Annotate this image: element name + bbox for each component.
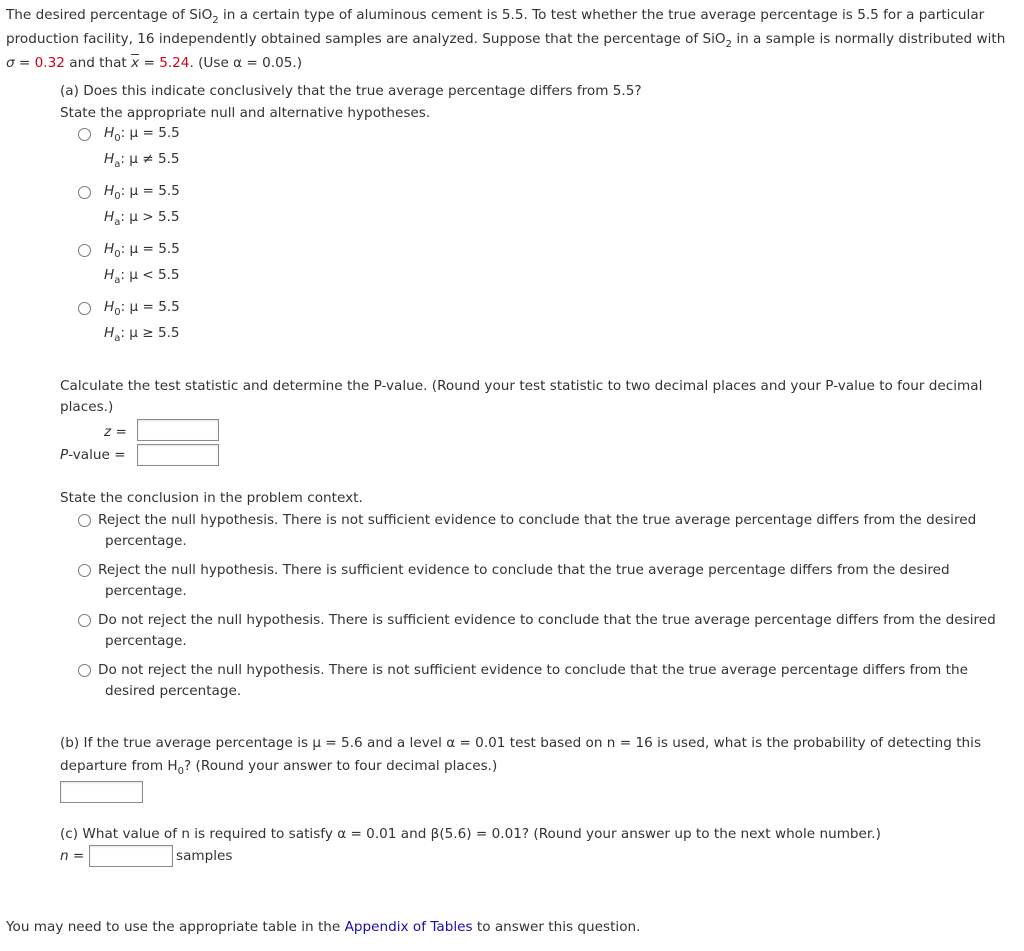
- conclusion-radio-4[interactable]: [78, 664, 91, 677]
- ha-line: $H_a$: μ < 5.5: [104, 267, 180, 286]
- appendix-of-tables-link[interactable]: Appendix of Tables: [344, 919, 473, 935]
- xbar-symbol: $\overline{x}$: [131, 55, 140, 71]
- part-a-question: (a) Does this indicate conclusively that the true average percentage differs from 5.5?: [60, 83, 642, 99]
- conclusion-text-3: Do not reject the null hypothesis. There is sufficient evidence to conclude that the true average percentage differs from the desired percentage.: [98, 612, 996, 649]
- h0-line: $H_0$: μ = 5.5: [104, 125, 180, 144]
- ha-line: $H_a$: μ ≠ 5.5: [104, 151, 180, 170]
- conclusion-text-1: Reject the null hypothesis. There is not sufficient evidence to conclude that the true average percentage differs from the desired percentage.: [98, 512, 977, 549]
- conclusion-radio-3[interactable]: [78, 614, 91, 627]
- p-value-label: P-value =: [60, 447, 126, 463]
- calc-instruction-line-2: places.): [60, 399, 114, 415]
- hypothesis-radio-2[interactable]: [78, 186, 91, 199]
- hypotheses-instruction: State the appropriate null and alternative hypotheses.: [60, 105, 431, 121]
- hypothesis-radio-4[interactable]: [78, 302, 91, 315]
- problem-intro: [6, 3, 1020, 75]
- sigma-value: 0.32: [34, 55, 65, 71]
- footer-note: You may need to use the appropriate table in the Appendix of Tables to answer this question.: [6, 919, 641, 935]
- p-value-input[interactable]: [137, 444, 219, 466]
- xbar-value: 5.24: [159, 55, 190, 71]
- h0-line: $H_0$: μ = 5.5: [104, 241, 180, 260]
- h0-line: $H_0$: μ = 5.5: [104, 299, 180, 318]
- ha-line: $H_a$: μ > 5.5: [104, 209, 180, 228]
- hypothesis-radio-3[interactable]: [78, 244, 91, 257]
- conclusion-radio-2[interactable]: [78, 564, 91, 577]
- part-b-line-2: departure from $H_0$? (Round your answer to four decimal places.): [60, 758, 498, 777]
- hypothesis-radio-1[interactable]: [78, 128, 91, 141]
- part-c-question: (c) What value of n is required to satisfy α = 0.01 and β(5.6) = 0.01? (Round your answer up to the next whole number.): [60, 826, 881, 842]
- n-label: n =: [60, 848, 85, 864]
- ha-line: $H_a$: μ ≥ 5.5: [104, 325, 180, 344]
- sample-size-input[interactable]: [89, 845, 173, 867]
- samples-unit: samples: [176, 848, 233, 864]
- conclusion-text-4: Do not reject the null hypothesis. There is not sufficient evidence to conclude that the true average percentage differs from the desired percentage.: [98, 662, 968, 699]
- h0-line: $H_0$: μ = 5.5: [104, 183, 180, 202]
- intro-line-1: The desired percentage of SiO$_2$ in a certain type of aluminous cement is 5.5. To test whether the true average percentage is 5.5 for a particular: [6, 7, 985, 26]
- conclusion-radio-1[interactable]: [78, 514, 91, 527]
- part-b-line-1: (b) If the true average percentage is μ = 5.6 and a level α = 0.01 test based on n = 16 is used, what is the probability of detecting this: [60, 735, 982, 751]
- conclusion-text-2: Reject the null hypothesis. There is sufficient evidence to conclude that the true average percentage differs from the desired percentage.: [98, 562, 950, 599]
- z-label: z =: [104, 424, 127, 440]
- intro-line-3: σ = 0.32 and that $\overline{x} = 5.24$. (Use α = 0.05.): [6, 55, 303, 71]
- z-statistic-input[interactable]: [137, 419, 219, 441]
- part-b-answer-input[interactable]: [60, 781, 143, 803]
- calc-instruction-line-1: Calculate the test statistic and determine the P-value. (Round your test statistic to two decimal places and your P-value to four decimal: [60, 378, 983, 394]
- conclusion-prompt: State the conclusion in the problem context.: [60, 490, 363, 506]
- intro-line-2: production facility, 16 independently obtained samples are analyzed. Suppose that the percentage of SiO$_2$ in a sample is normally distributed with: [6, 31, 1006, 50]
